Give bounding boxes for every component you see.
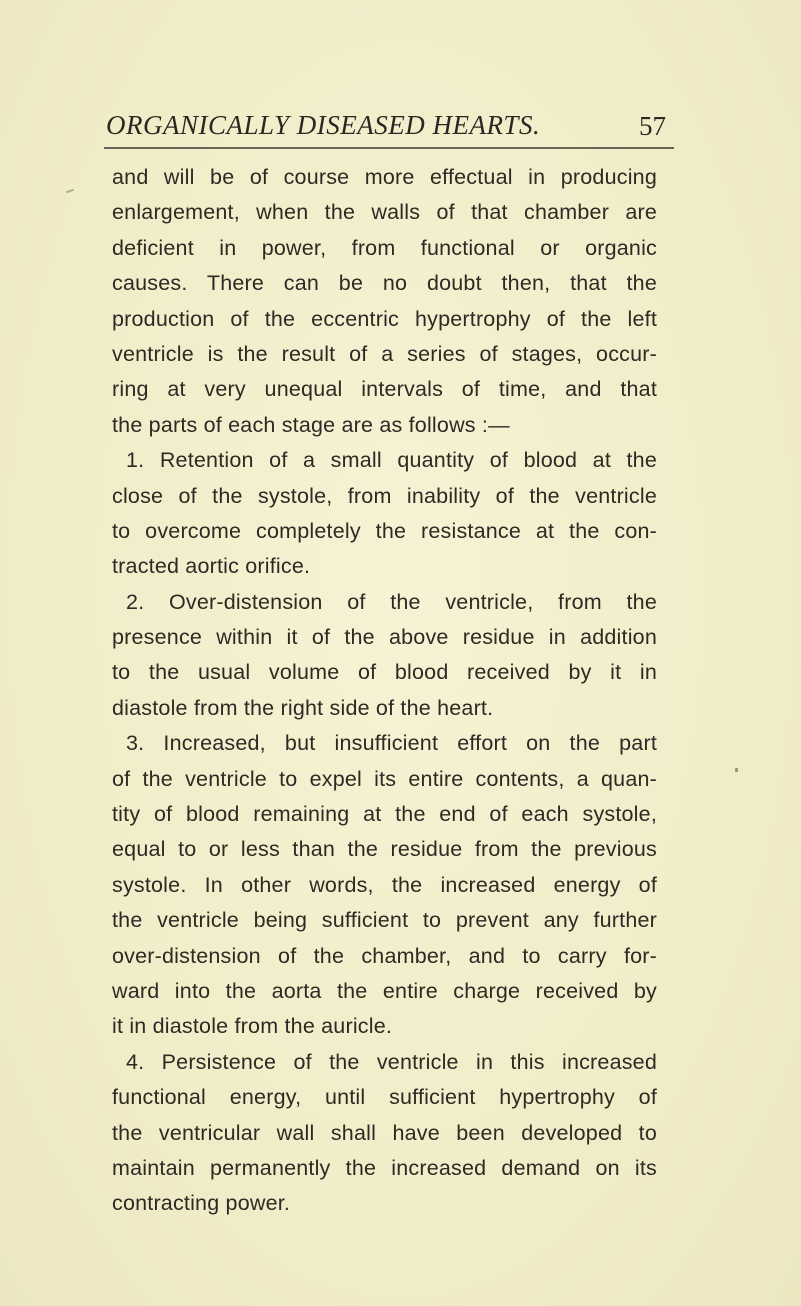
running-head: ORGANICALLY DISEASED HEARTS. xyxy=(106,110,541,140)
text-line: diastole from the right side of the heart. xyxy=(112,695,494,720)
page-number: 57 xyxy=(639,111,666,141)
text-line: 2. Over-distension of the ventricle, from the xyxy=(126,589,657,614)
text-line: tracted aortic orifice. xyxy=(112,554,311,579)
body-text xyxy=(112,160,657,1222)
text-line: tity of blood remaining at the end of each systole, xyxy=(112,802,657,827)
text-line: 1. Retention of a small quantity of blood at the xyxy=(126,448,657,473)
text-line: presence within it of the above residue in addition xyxy=(112,625,657,650)
margin-mark xyxy=(66,189,74,194)
text-line: maintain permanently the increased demand on its xyxy=(112,1155,657,1180)
text-line: to the usual volume of blood received by it in xyxy=(112,660,657,685)
text-line: ring at very unequal intervals of time, and that xyxy=(112,377,657,402)
text-line: functional energy, until sufficient hypertrophy of xyxy=(112,1085,657,1110)
text-line: ventricle is the result of a series of stages, occur- xyxy=(112,341,657,366)
text-line: ward into the aorta the entire charge received by xyxy=(112,978,657,1003)
text-line: equal to or less than the residue from the previous xyxy=(112,837,657,862)
text-line: close of the systole, from inability of the ventricle xyxy=(112,483,657,508)
text-line: 3. Increased, but insufficient effort on the part xyxy=(126,731,657,756)
text-line: the ventricular wall shall have been developed to xyxy=(112,1120,657,1145)
text-line: the parts of each stage are as follows :— xyxy=(112,412,510,437)
header-rule xyxy=(104,147,674,149)
text-line: 4. Persistence of the ventricle in this increased xyxy=(126,1049,657,1074)
text-line: contracting power. xyxy=(112,1191,291,1216)
page-header xyxy=(104,108,684,148)
text-line: enlargement, when the walls of that chamber are xyxy=(112,200,657,225)
text-line: to overcome completely the resistance at the con- xyxy=(112,518,657,543)
text-line: and will be of course more effectual in producing xyxy=(112,165,657,189)
text-line: causes. There can be no doubt then, that the xyxy=(112,271,657,296)
text-line: it in diastole from the auricle. xyxy=(112,1014,393,1039)
text-line: of the ventricle to expel its entire contents, a quan- xyxy=(112,766,657,791)
text-line: deficient in power, from functional or organic xyxy=(112,235,657,260)
text-line: the ventricle being sufficient to prevent any further xyxy=(112,908,657,933)
text-line: production of the eccentric hypertrophy of the left xyxy=(112,306,657,331)
margin-speck xyxy=(735,768,738,772)
text-line: systole. In other words, the increased energy of xyxy=(112,872,657,897)
text-line: over-distension of the chamber, and to carry for- xyxy=(112,943,657,968)
